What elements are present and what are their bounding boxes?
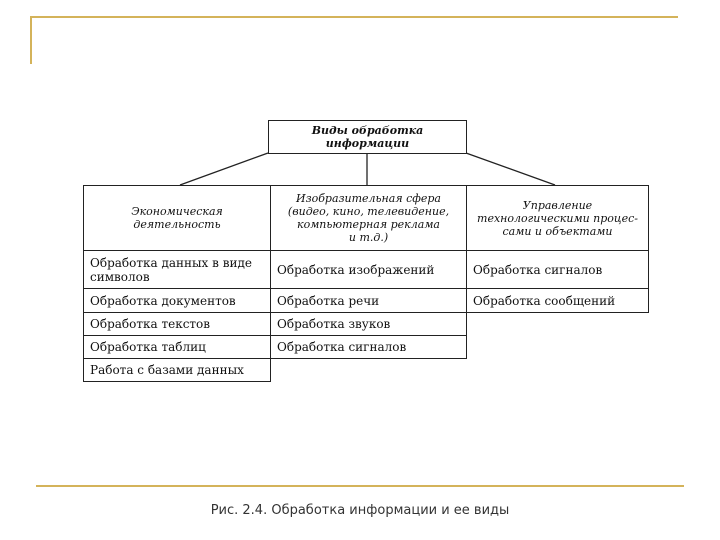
item-texts: Обработка текстов bbox=[83, 312, 271, 336]
item-speech: Обработка речи bbox=[270, 288, 467, 313]
root-node: Виды обработка информации bbox=[268, 120, 467, 154]
figure-caption: Рис. 2.4. Обработка информации и ее виды bbox=[210, 503, 510, 518]
item-documents: Обработка документов bbox=[83, 288, 271, 313]
column-header-economic: Экономическая деятельность bbox=[83, 185, 271, 251]
item-messages: Обработка сообщений bbox=[466, 288, 649, 313]
column-header-control: Управление технологическими процес- сами и объектами bbox=[466, 185, 649, 251]
connector-right bbox=[466, 153, 555, 185]
column-header-visual: Изобразительная сфера (видео, кино, телевидение, компьютерная реклама и т.д.) bbox=[270, 185, 467, 251]
item-data-symbols: Обработка данных в виде символов bbox=[83, 250, 271, 289]
connector-left bbox=[180, 153, 268, 185]
item-databases: Работа с базами данных bbox=[83, 358, 271, 382]
item-images: Обработка изображений bbox=[270, 250, 467, 289]
item-signals-visual: Обработка сигналов bbox=[270, 335, 467, 359]
item-signals-control: Обработка сигналов bbox=[466, 250, 649, 289]
item-tables: Обработка таблиц bbox=[83, 335, 271, 359]
item-sounds: Обработка звуков bbox=[270, 312, 467, 336]
